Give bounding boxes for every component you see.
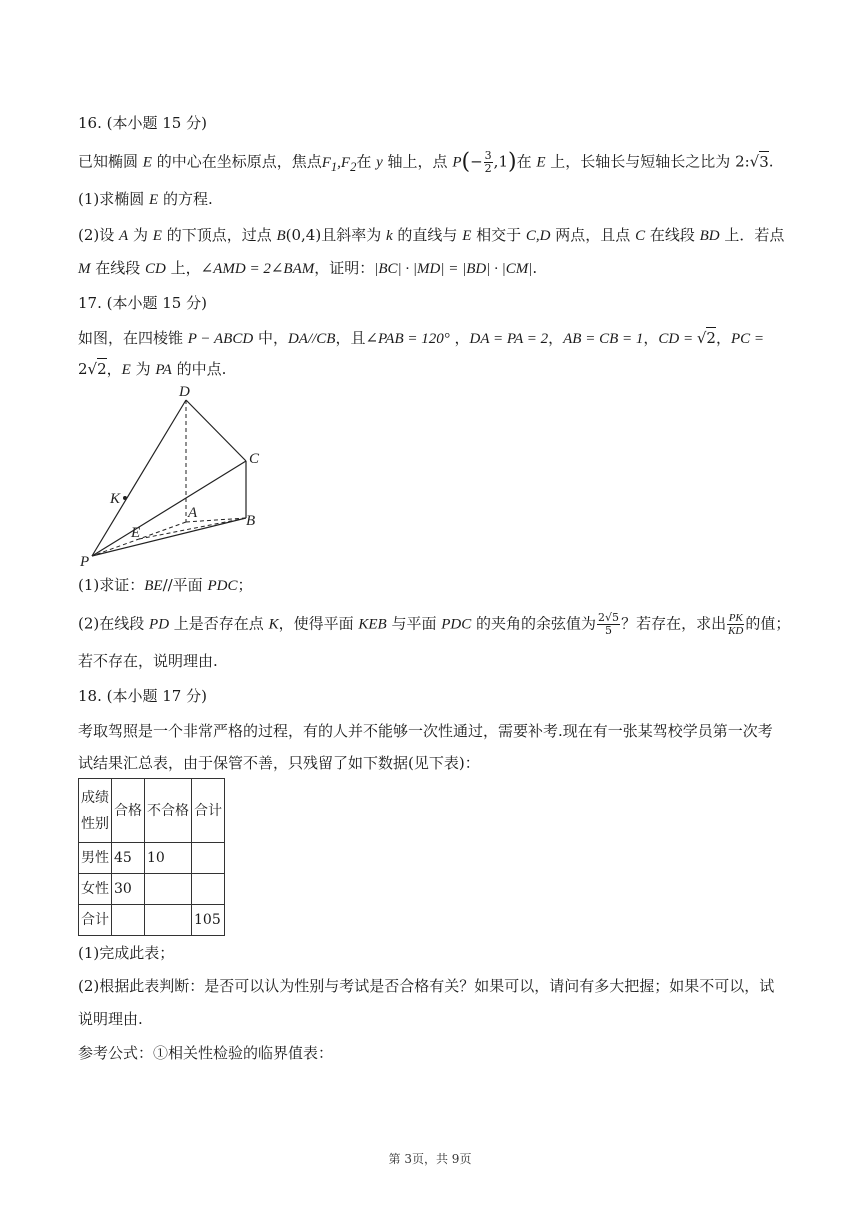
q18-reference: 参考公式：①相关性检验的临界值表： [78, 1044, 334, 1062]
table-cell [192, 874, 225, 905]
q16-header: 16. (本小题 15 分) [78, 114, 207, 132]
table-cell: 10 [145, 843, 192, 874]
q18-header: 18. (本小题 17 分) [78, 687, 207, 705]
label-D: D [179, 384, 190, 400]
q17-part2-cont: 若不存在，说明理由. [78, 652, 218, 670]
table-cell [145, 874, 192, 905]
table-cell [112, 905, 145, 936]
table-cell: 105 [192, 905, 225, 936]
edge-PC [92, 461, 246, 556]
q17-statement: 如图，在四棱锥 P − ABCD 中，DA//CB，且∠PAB = 120° ，DA = PA = 2，AB = CB = 1，CD = √2，PC = [78, 329, 765, 347]
point-K [123, 496, 127, 500]
table-row [79, 843, 225, 874]
q18-part2-cont: 说明理由. [78, 1010, 143, 1028]
table-cell: 45 [112, 843, 145, 874]
q17-header: 17. (本小题 15 分) [78, 294, 207, 312]
edge-PB [92, 518, 246, 556]
table-row [79, 874, 225, 905]
edge-DC [186, 400, 246, 461]
label-B: B [246, 513, 256, 529]
edge-EB-hidden [139, 518, 246, 539]
results-table [78, 778, 225, 936]
table-row [79, 905, 225, 936]
table-cell: 合计 [79, 905, 112, 936]
corner-top-label: 成绩 [81, 789, 109, 806]
table-header-cell: 合计 [192, 779, 225, 843]
table-cell: 男性 [79, 843, 112, 874]
q17-part1: (1)求证：BE//平面 PDC； [78, 576, 253, 594]
q16-statement: 已知椭圆 E 的中心在坐标原点，焦点$F_1,F_2$在 y 轴上，点 P(− $\frac{3}{2}$ ,1)在 E 上，长轴长与短轴长之比为 2:√3. [78, 149, 774, 175]
table-cell [145, 905, 192, 936]
table-header-row [79, 779, 225, 843]
q16-part2: (2)设 A 为 E 的下顶点，过点 B(0,4)且斜率为 k 的直线与 E 相交于 C,D 两点，且点 C 在线段 BD 上．若点 [78, 226, 785, 244]
q18-statement-cont: 试结果汇总表，由于保管不善，只残留了如下数据(见下表)： [78, 754, 480, 772]
table-cell: 30 [112, 874, 145, 905]
corner-bottom-label: 性别 [81, 815, 109, 832]
q18-statement: 考取驾照是一个非常严格的过程，有的人并不能够一次性通过，需要补考.现在有一张某驾校学员第一次考 [78, 722, 773, 740]
table-corner-cell [79, 779, 112, 843]
table-cell [192, 843, 225, 874]
label-C: C [249, 451, 260, 467]
label-P: P [80, 554, 90, 568]
label-E: E [131, 525, 141, 541]
page-footer: 第 3页，共 9页 [388, 1152, 472, 1166]
pyramid-figure [78, 380, 278, 568]
q18-part1: (1)完成此表； [78, 944, 175, 962]
q17-part2: (2)在线段 PD 上是否存在点 K，使得平面 KEB 与平面 PDC 的夹角的余弦值为 $\frac{2√5}{5}$ ？若存在，求出 $\frac{PK}{KD}$ 的值； [78, 611, 791, 637]
q16-part1: (1)求椭圆 E 的方程. [78, 190, 213, 208]
q16-part2-cont: M 在线段 CD 上，∠AMD = 2∠BAM，证明：|BC| · |MD| = |BD| · |CM|. [78, 259, 538, 277]
q17-statement-cont: 2√2，E 为 PA 的中点. [78, 360, 227, 378]
table-header-cell: 不合格 [145, 779, 192, 843]
q18-part2: (2)根据此表判断：是否可以认为性别与考试是否合格有关？如果可以，请问有多大把握；如果不可以，试 [78, 977, 775, 995]
label-A: A [188, 505, 198, 521]
table-cell: 女性 [79, 874, 112, 905]
table-header-cell: 合格 [112, 779, 145, 843]
label-K: K [110, 491, 121, 507]
